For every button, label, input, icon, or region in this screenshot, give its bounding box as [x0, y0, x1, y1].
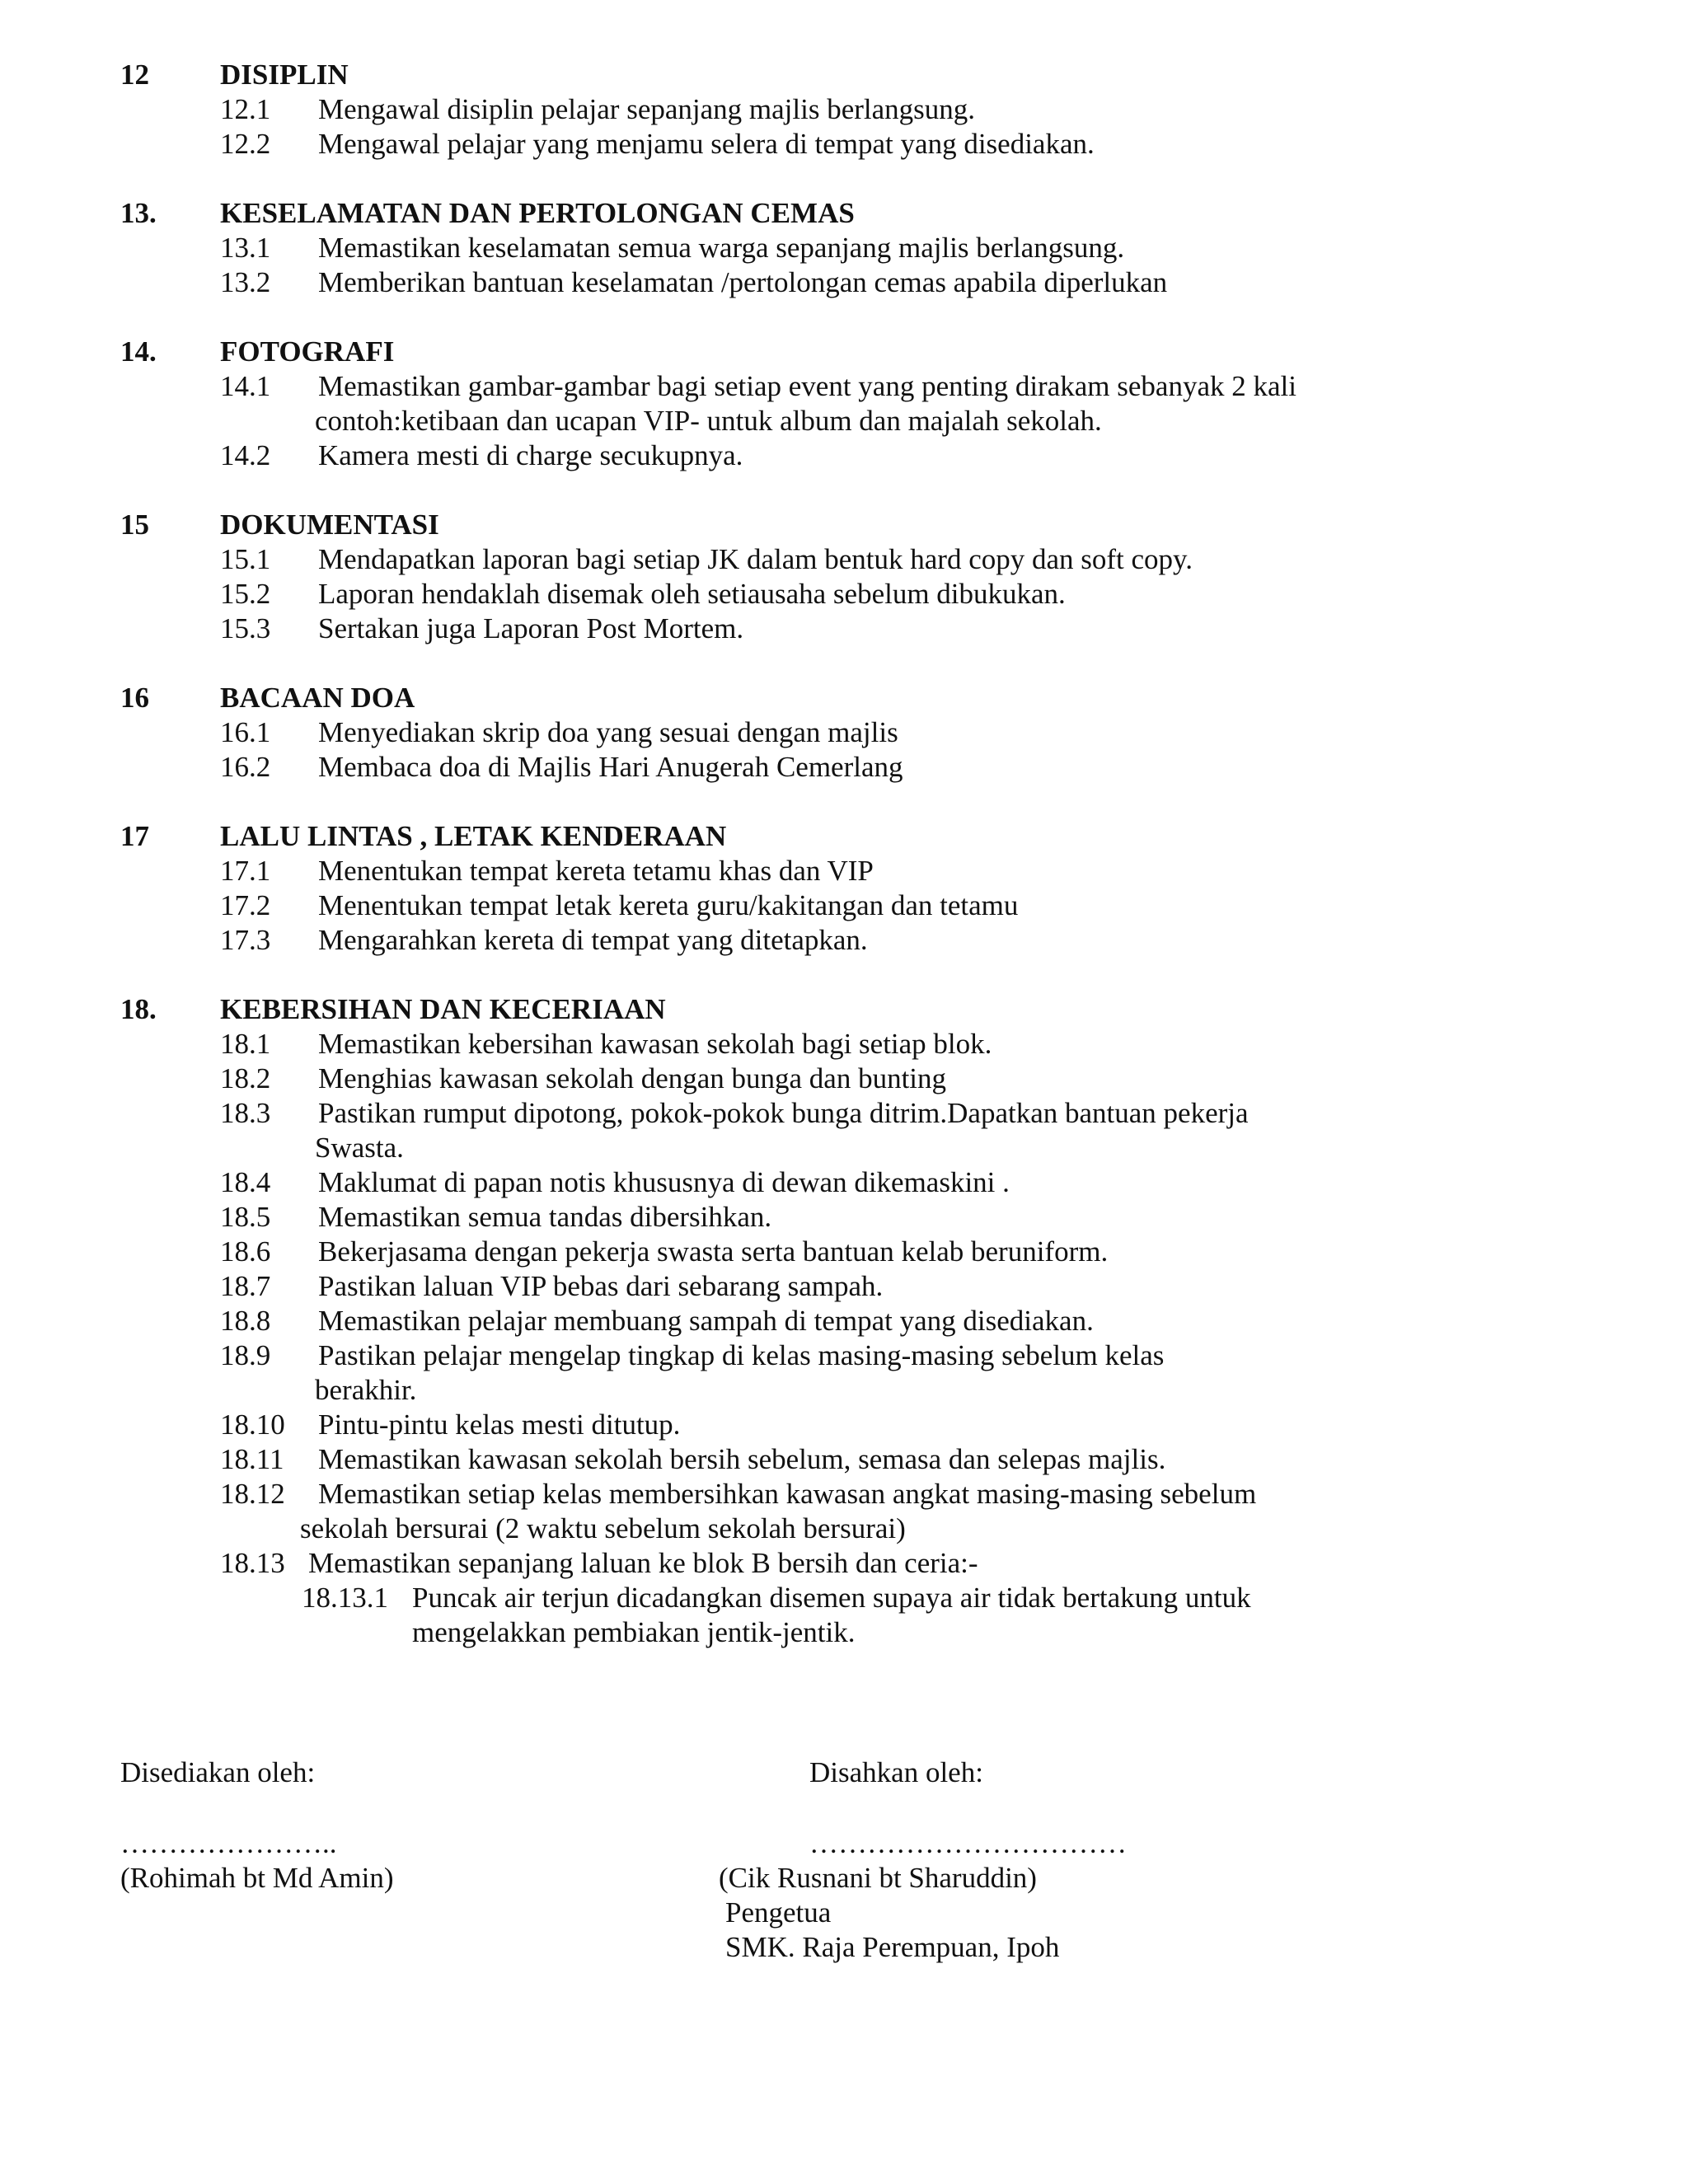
section-title: BACAAN DOA [220, 682, 415, 714]
item-number: 18.7 [220, 1270, 271, 1302]
item-text: Laporan hendaklah disemak oleh setiausaha sebelum dibukukan. [318, 578, 1066, 610]
section-number: 13. [120, 197, 157, 229]
approved-by-signature-line: …………………………… [809, 1827, 1127, 1859]
list-item [0, 1165, 1688, 1200]
list-item [0, 438, 1688, 473]
section-13 [0, 196, 1688, 300]
item-number: 17.2 [220, 889, 271, 921]
list-item [0, 612, 1688, 646]
item-text: Kamera mesti di charge secukupnya. [318, 439, 743, 471]
list-item [0, 1062, 1688, 1096]
list-item [0, 1235, 1688, 1269]
item-text: Bekerjasama dengan pekerja swasta serta bantuan kelab beruniform. [318, 1235, 1109, 1268]
list-item [0, 92, 1688, 127]
approved-by-school: SMK. Raja Perempuan, Ipoh [725, 1931, 1060, 1963]
item-text: Pastikan laluan VIP bebas dari sebarang sampah. [318, 1270, 884, 1302]
item-text: Membaca doa di Majlis Hari Anugerah Cemerlang [318, 751, 903, 783]
item-continuation: contoh:ketibaan dan ucapan VIP- untuk album dan majalah sekolah. [315, 405, 1102, 437]
item-number: 18.4 [220, 1166, 271, 1198]
list-item [0, 1546, 1688, 1581]
list-item [0, 888, 1688, 923]
item-number: 18.8 [220, 1305, 271, 1337]
item-text: Menentukan tempat kereta tetamu khas dan VIP [318, 855, 874, 887]
list-item [0, 750, 1688, 785]
item-text: Memastikan kawasan sekolah bersih sebelum, semasa dan selepas majlis. [318, 1443, 1166, 1475]
item-number: 12.1 [220, 93, 271, 125]
item-text: Memastikan kebersihan kawasan sekolah bagi setiap blok. [318, 1028, 992, 1060]
item-number: 13.2 [220, 266, 271, 298]
item-text: Memastikan gambar-gambar bagi setiap event yang penting dirakam sebanyak 2 kali [318, 370, 1296, 402]
section-number: 14. [120, 335, 157, 368]
item-text: Memastikan keselamatan semua warga sepanjang majlis berlangsung. [318, 232, 1125, 264]
list-item [0, 923, 1688, 958]
section-16 [0, 681, 1688, 785]
item-text: Pintu-pintu kelas mesti ditutup. [318, 1408, 681, 1441]
prepared-by-name: (Rohimah bt Md Amin) [120, 1862, 394, 1894]
item-number: 18.12 [220, 1478, 285, 1510]
item-text: Menghias kawasan sekolah dengan bunga dan bunting [318, 1062, 947, 1094]
list-item [0, 265, 1688, 300]
section-number: 16 [120, 682, 149, 714]
item-text: Mengawal disiplin pelajar sepanjang majlis berlangsung. [318, 93, 976, 125]
sub-item-continuation: mengelakkan pembiakan jentik-jentik. [412, 1616, 856, 1648]
list-item [0, 854, 1688, 888]
item-number: 17.1 [220, 855, 271, 887]
item-number: 17.3 [220, 924, 271, 956]
list-item [0, 715, 1688, 750]
item-text: Pastikan pelajar mengelap tingkap di kelas masing-masing sebelum kelas [318, 1339, 1165, 1371]
section-number: 12 [120, 59, 149, 91]
item-text: Menentukan tempat letak kereta guru/kakitangan dan tetamu [318, 889, 1019, 921]
section-title: KEBERSIHAN DAN KECERIAAN [220, 993, 666, 1025]
item-number: 16.1 [220, 716, 271, 748]
section-heading [0, 196, 1688, 231]
item-number: 18.13 [220, 1547, 285, 1579]
section-14 [0, 335, 1688, 473]
section-heading [0, 335, 1688, 369]
list-item [0, 369, 1688, 438]
item-text: Maklumat di papan notis khususnya di dewan dikemaskini . [318, 1166, 1010, 1198]
section-title: FOTOGRAFI [220, 335, 395, 368]
sub-item-number: 18.13.1 [302, 1582, 388, 1614]
list-item [0, 1408, 1688, 1442]
item-number: 18.5 [220, 1201, 271, 1233]
item-number: 15.1 [220, 543, 271, 575]
item-text: Memastikan pelajar membuang sampah di tempat yang disediakan. [318, 1305, 1094, 1337]
item-text: Sertakan juga Laporan Post Mortem. [318, 612, 744, 644]
item-number: 15.3 [220, 612, 271, 644]
list-item [0, 1096, 1688, 1165]
section-number: 17 [120, 820, 149, 852]
section-title: DOKUMENTASI [220, 509, 439, 541]
list-item [0, 1477, 1688, 1546]
item-number: 18.10 [220, 1408, 285, 1441]
section-15 [0, 508, 1688, 646]
item-text: Pastikan rumput dipotong, pokok-pokok bunga ditrim.Dapatkan bantuan pekerja [318, 1097, 1249, 1129]
prepared-by-signature-line: ………………….. [120, 1827, 337, 1859]
item-text: Mengarahkan kereta di tempat yang ditetapkan. [318, 924, 868, 956]
item-number: 18.2 [220, 1062, 271, 1094]
section-number: 15 [120, 509, 149, 541]
item-continuation: berakhir. [315, 1374, 417, 1406]
section-number: 18. [120, 993, 157, 1025]
item-number: 18.11 [220, 1443, 284, 1475]
list-item [0, 1027, 1688, 1062]
sub-item-text: Puncak air terjun dicadangkan disemen supaya air tidak bertakung untuk [412, 1582, 1251, 1614]
item-number: 12.2 [220, 128, 271, 160]
item-number: 16.2 [220, 751, 271, 783]
item-number: 15.2 [220, 578, 271, 610]
list-item [0, 231, 1688, 265]
item-number: 18.9 [220, 1339, 271, 1371]
section-title: DISIPLIN [220, 59, 349, 91]
list-item [0, 1442, 1688, 1477]
approved-by-label: Disahkan oleh: [809, 1756, 983, 1788]
approved-by-title: Pengetua [725, 1896, 832, 1929]
item-text: Memastikan semua tandas dibersihkan. [318, 1201, 772, 1233]
list-item [0, 1338, 1688, 1408]
item-number: 14.1 [220, 370, 271, 402]
item-continuation: sekolah bersurai (2 waktu sebelum sekolah bersurai) [300, 1512, 906, 1544]
list-item [0, 542, 1688, 577]
item-text: Memberikan bantuan keselamatan /pertolongan cemas apabila diperlukan [318, 266, 1168, 298]
section-12 [0, 58, 1688, 162]
section-title: KESELAMATAN DAN PERTOLONGAN CEMAS [220, 197, 855, 229]
item-number: 18.3 [220, 1097, 271, 1129]
section-heading [0, 508, 1688, 542]
item-number: 18.6 [220, 1235, 271, 1268]
list-item [0, 127, 1688, 162]
section-18 [0, 992, 1688, 1650]
item-text: Mendapatkan laporan bagi setiap JK dalam bentuk hard copy dan soft copy. [318, 543, 1193, 575]
section-17 [0, 819, 1688, 958]
approved-by-name: (Cik Rusnani bt Sharuddin) [719, 1862, 1037, 1894]
list-item [0, 1200, 1688, 1235]
section-heading [0, 819, 1688, 854]
sub-list-item [0, 1581, 1688, 1650]
item-text: Menyediakan skrip doa yang sesuai dengan majlis [318, 716, 898, 748]
item-number: 14.2 [220, 439, 271, 471]
item-text: Memastikan sepanjang laluan ke blok B bersih dan ceria:- [308, 1547, 978, 1579]
prepared-by-label: Disediakan oleh: [120, 1756, 316, 1788]
item-continuation: Swasta. [315, 1132, 404, 1164]
section-heading [0, 58, 1688, 92]
section-heading [0, 992, 1688, 1027]
item-number: 13.1 [220, 232, 271, 264]
list-item [0, 1304, 1688, 1338]
section-title: LALU LINTAS , LETAK KENDERAAN [220, 820, 727, 852]
item-number: 18.1 [220, 1028, 271, 1060]
item-text: Memastikan setiap kelas membersihkan kawasan angkat masing-masing sebelum [318, 1478, 1257, 1510]
list-item [0, 577, 1688, 612]
list-item [0, 1269, 1688, 1304]
section-heading [0, 681, 1688, 715]
item-text: Mengawal pelajar yang menjamu selera di tempat yang disediakan. [318, 128, 1095, 160]
